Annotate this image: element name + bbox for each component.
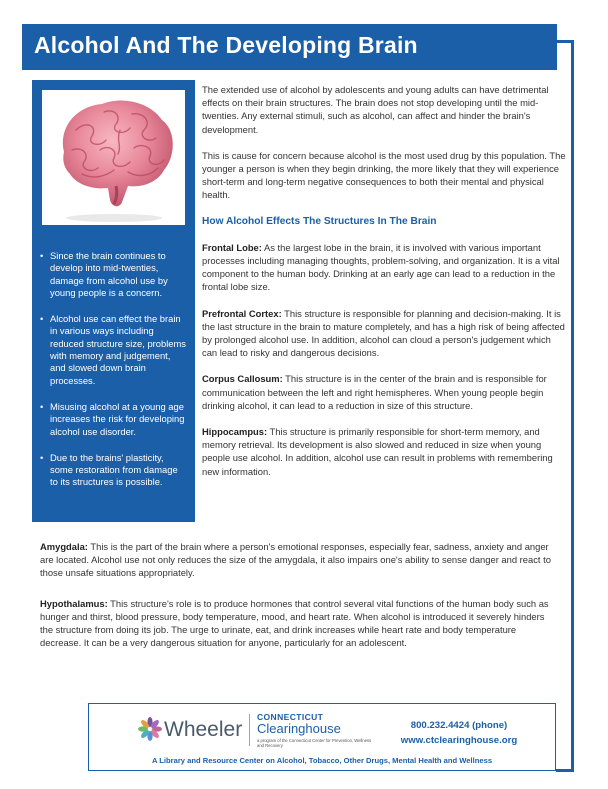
frontal-lobe-paragraph [202, 241, 568, 294]
frame-right-line [571, 40, 574, 772]
term-label: Hippocampus: [202, 426, 268, 438]
sidebar [32, 80, 195, 522]
key-points-list [32, 250, 195, 503]
page-title: Alcohol And The Developing Brain [34, 32, 418, 58]
clearinghouse-subtitle: a program of the Connecticut Center for Prevention, Wellness and Recovery [257, 738, 372, 748]
bullet-point: • Misusing alcohol at a young age increases the risk for developing alcohol use disorder. [50, 401, 187, 438]
footer [88, 703, 556, 771]
footer-tagline: A Library and Resource Center on Alcohol, Tobacco, Other Drugs, Mental Health and Wellness [151, 756, 493, 765]
bullet-point: • Due to the brains' plasticity, some restoration from damage to its structures is possible. [50, 452, 187, 489]
term-label: Prefrontal Cortex: [202, 307, 282, 319]
bullet-point: • Alcohol use can effect the brain in various ways including reduced structure size, problems with memory and judgement, and slowed down brain processes. [50, 313, 187, 387]
website-link[interactable]: www.ctclearinghouse.org [400, 735, 518, 746]
section-heading: How Alcohol Effects The Structures In The Brain [202, 215, 437, 227]
main-content [202, 83, 568, 491]
term-label: Corpus Callosum: [202, 373, 283, 385]
logo-area [137, 712, 372, 748]
bullet-point: • Since the brain continues to develop into mid-twenties, damage from alcohol use by young people is a concern. [50, 250, 187, 299]
contact-info [379, 718, 539, 748]
corpus-callosum-paragraph [202, 372, 568, 412]
term-description: This structure's role is to produce hormones that control several vital functions of the human body such as hunger and thirst, blood pressure, body temperature, mood, and heart rate. When alcohol is introduced it severely hinders the structure from doing its job. The urge to urinate, eat, and drink increases while heart rate and body temperature decrease. It can be a very dangerous situation for anyone, particularly for an adolescent. [40, 597, 549, 649]
clearinghouse-name: Clearinghouse [257, 721, 341, 736]
clearinghouse-state: CONNECTICUT [257, 712, 324, 722]
prefrontal-cortex-paragraph [202, 307, 568, 360]
frame-bottom-line [556, 769, 574, 772]
logo-divider [249, 714, 250, 746]
intro-paragraph: The extended use of alcohol by adolescents and young adults can have detrimental effects on their brain structures. The brain does not stop developing until the mid-twenties. Any external stimuli, such as alcohol, can affect and hinder the brain's development. [202, 84, 549, 135]
hippocampus-paragraph [202, 425, 568, 478]
brain-icon [42, 90, 185, 225]
term-description: This structure is in the center of the brain and is responsible for communication between the left and right hemispheres. When young people begin drinking alcohol, it can lead to a reduction in size of this structure. [202, 373, 547, 411]
brain-image [32, 80, 195, 235]
term-label: Amygdala: [40, 541, 88, 552]
term-label: Frontal Lobe: [202, 241, 262, 253]
term-description: This structure is primarily responsible for short-term memory, and memory retrieval. Its development is also slowed and reduced in size when young people use alcohol. In addition, alcohol use can result in problems with remembering new information. [202, 426, 553, 477]
term-description: As the largest lobe in the brain, it is involved with various important processes including managing thoughts, problem-solving, and organization. It is a vital component to the human body. Drinking at an early age can lead to a reduction in the frontal lobe size. [202, 241, 560, 293]
title-bar [22, 24, 557, 70]
lower-content [40, 540, 556, 666]
wheeler-logo-icon [137, 716, 163, 742]
wheeler-logo-text: Wheeler [164, 718, 243, 741]
hypothalamus-paragraph [40, 597, 556, 650]
amygdala-paragraph [40, 540, 556, 580]
term-label: Hypothalamus: [40, 597, 108, 609]
intro-paragraph: This is cause for concern because alcohol is the most used drug by this population. The younger a person is when they begin drinking, the more likely that they will experience short-term and long-term negative consequences to both their mental and physical health. [202, 149, 566, 201]
term-description: This structure is responsible for planning and decision-making. It is the last structure in the brain to mature completely, and has a high risk of being affected by prolonged alcohol use. In addition, alcohol can cloud a person's judgement which can lead to risky and dangerous decisions. [202, 307, 565, 359]
term-description: This is the part of the brain where a person's emotional responses, especially fear, sadness, anxiety and anger are located. Alcohol use not only reduces the size of the amygdala, it also impairs one's ability to sense danger and react to those unsafe situations appropriately. [40, 541, 551, 579]
phone-number[interactable]: 800.232.4424 (phone) [410, 720, 508, 731]
